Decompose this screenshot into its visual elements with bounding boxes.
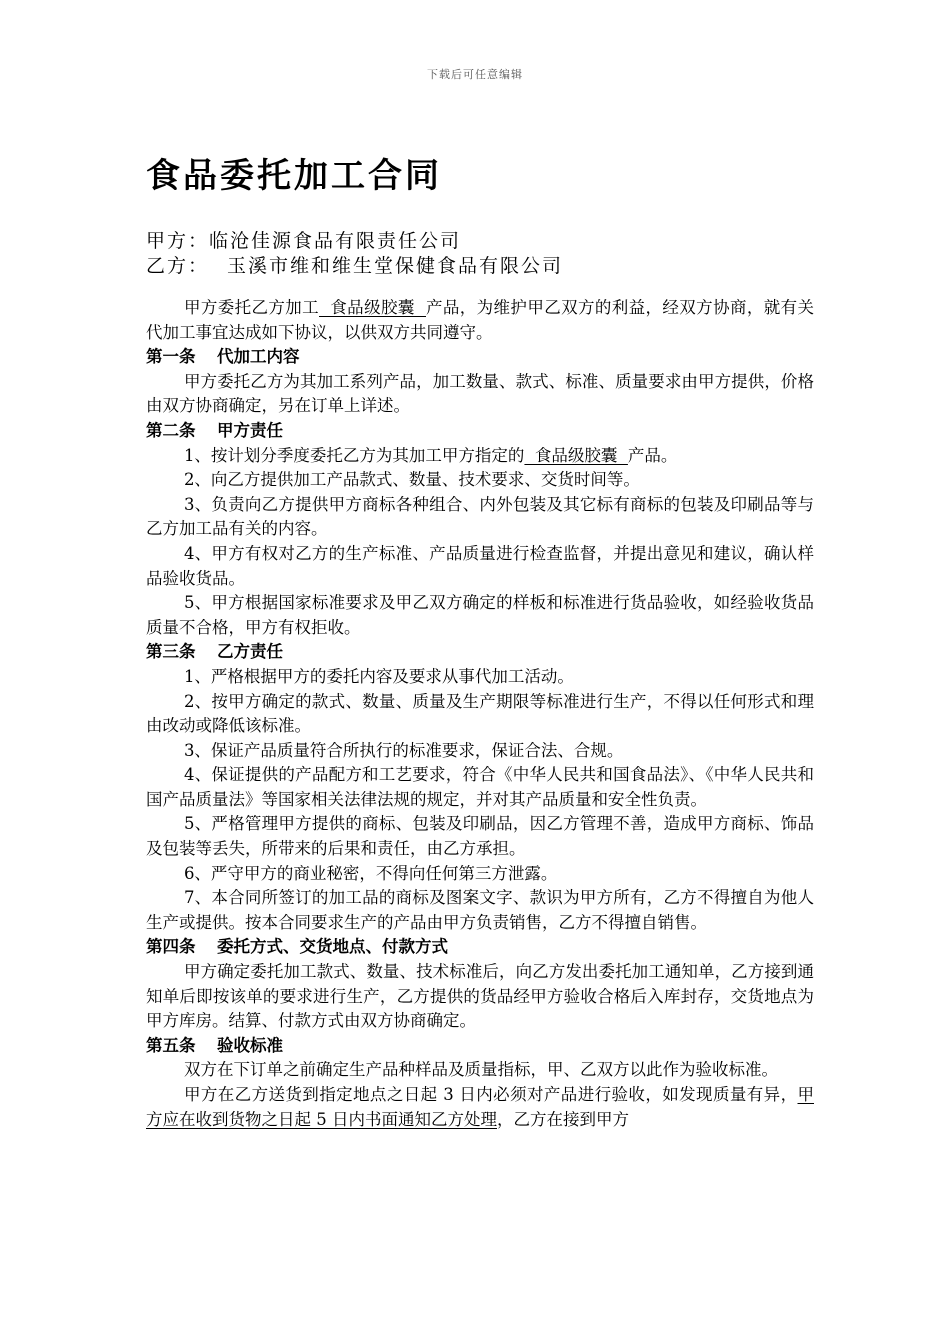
article-2-item-4: 4、甲方有权对乙方的生产标准、产品质量进行检查监督，并提出意见和建议，确认样品验收货品。 [146, 543, 814, 588]
article-2-product-blank: 食品级胶囊 [524, 445, 628, 465]
article-1-text: 甲方委托乙方为其加工系列产品，加工数量、款式、标准、质量要求由甲方提供，价格由双方协商确定，另在订单上详述。 [146, 371, 814, 416]
article-1-number: 第一条 [146, 347, 196, 367]
intro-post: 产品，为维护甲乙双方的利益，经双方协商，就有关代加工事宜达成如下协议，以供双方共同遵守。 [146, 298, 815, 342]
article-5-number: 第五条 [146, 1035, 196, 1055]
article-2-heading [146, 419, 814, 444]
article-3-heading [146, 640, 814, 665]
article-3-item-7: 7、本合同所签订的加工品的商标及图案文字、款识为甲方所有，乙方不得擅自为他人生产或提供。按本合同要求生产的产品由甲方负责销售，乙方不得擅自销售。 [146, 888, 814, 932]
article-3-item-2: 2、按甲方确定的款式、数量、质量及生产期限等标准进行生产，不得以任何形式和理由改动或降低该标准。 [146, 691, 814, 736]
article-2-item-1 [146, 444, 814, 469]
article-2-number: 第二条 [146, 420, 196, 440]
article-5-paragraph-1: 双方在下订单之前确定生产品种样品及质量指标，甲、乙双方以此作为验收标准。 [183, 1060, 778, 1080]
article-4-number: 第四条 [146, 937, 196, 957]
article-4-title: 委托方式、交货地点、付款方式 [216, 937, 448, 957]
article-2-item-2: 2、向乙方提供加工产品款式、数量、技术要求、交货时间等。 [183, 470, 640, 490]
article-2-item-5: 5、甲方根据国家标准要求及甲乙双方确定的样板和标准进行货品验收，如经验收货品质量不合格，甲方有权拒收。 [146, 593, 814, 637]
article-3-title: 乙方责任 [216, 642, 283, 662]
contract-title: 食品委托加工合同 [146, 156, 442, 196]
intro-paragraph [146, 296, 814, 345]
party-b-label: 乙方： [146, 255, 210, 277]
article-5-paragraph-2 [146, 1083, 814, 1132]
party-a-label: 甲方： [146, 230, 210, 252]
article-1-title: 代加工内容 [216, 347, 300, 367]
article-2-item-3: 3、负责向乙方提供甲方商标各种组合、内外包装及其它标有商标的包装及印刷品等与乙方加工品有关的内容。 [146, 494, 814, 539]
article-2-item-1-pre: 1、按计划分季度委托乙方为其加工甲方指定的 [183, 445, 525, 465]
article-4-heading [146, 935, 814, 960]
article-5-underlined-clause: 甲方应在收到货物之日起 5 日内书面通知乙方处理 [146, 1085, 814, 1129]
article-3-item-4: 4、保证提供的产品配方和工艺要求，符合《中华人民共和国食品法》、《中华人民共和国产品质量法》等国家相关法律法规的规定，并对其产品质量和安全性负责。 [146, 765, 814, 809]
article-5-p2-post: ，乙方在接到甲方 [497, 1109, 629, 1129]
article-4-text: 甲方确定委托加工款式、数量、技术标准后，向乙方发出委托加工通知单，乙方接到通知单后即按该单的要求进行生产，乙方提供的货品经甲方验收合格后入库封存，交货地点为甲方库房。结算、付款方式由双方协商确定。 [146, 962, 814, 1031]
article-3-item-1: 1、严格根据甲方的委托内容及要求从事代加工活动。 [183, 666, 574, 686]
party-a-name: 临沧佳源食品有限责任公司 [209, 230, 462, 252]
article-3-item-5: 5、严格管理甲方提供的商标、包装及印刷品，因乙方管理不善，造成甲方商标、饰品及包装等丢失，所带来的后果和责任，由乙方承担。 [146, 814, 814, 859]
article-5-p2-pre: 甲方在乙方送货到指定地点之日起 3 日内必须对产品进行验收，如发现质量有异， [183, 1085, 798, 1104]
article-2-item-1-post: 产品。 [627, 445, 678, 465]
party-b-line [146, 251, 563, 278]
intro-product-blank: 食品级胶囊 [319, 298, 426, 317]
party-b-name: 玉溪市维和维生堂保健食品有限公司 [227, 255, 564, 277]
article-2-title: 甲方责任 [216, 420, 283, 440]
header-note: 下载后可任意编辑 [427, 68, 523, 81]
party-a-line [146, 226, 461, 253]
intro-pre: 甲方委托乙方加工 [183, 298, 320, 317]
article-3-item-6: 6、严守甲方的商业秘密，不得向任何第三方泄露。 [183, 863, 558, 883]
article-3-item-3: 3、保证产品质量符合所执行的标准要求，保证合法、合规。 [183, 740, 624, 760]
article-5-title: 验收标准 [216, 1035, 283, 1055]
article-5-heading [146, 1034, 814, 1059]
contract-body [146, 296, 814, 1132]
article-3-number: 第三条 [146, 642, 196, 662]
article-1-heading [146, 345, 814, 370]
